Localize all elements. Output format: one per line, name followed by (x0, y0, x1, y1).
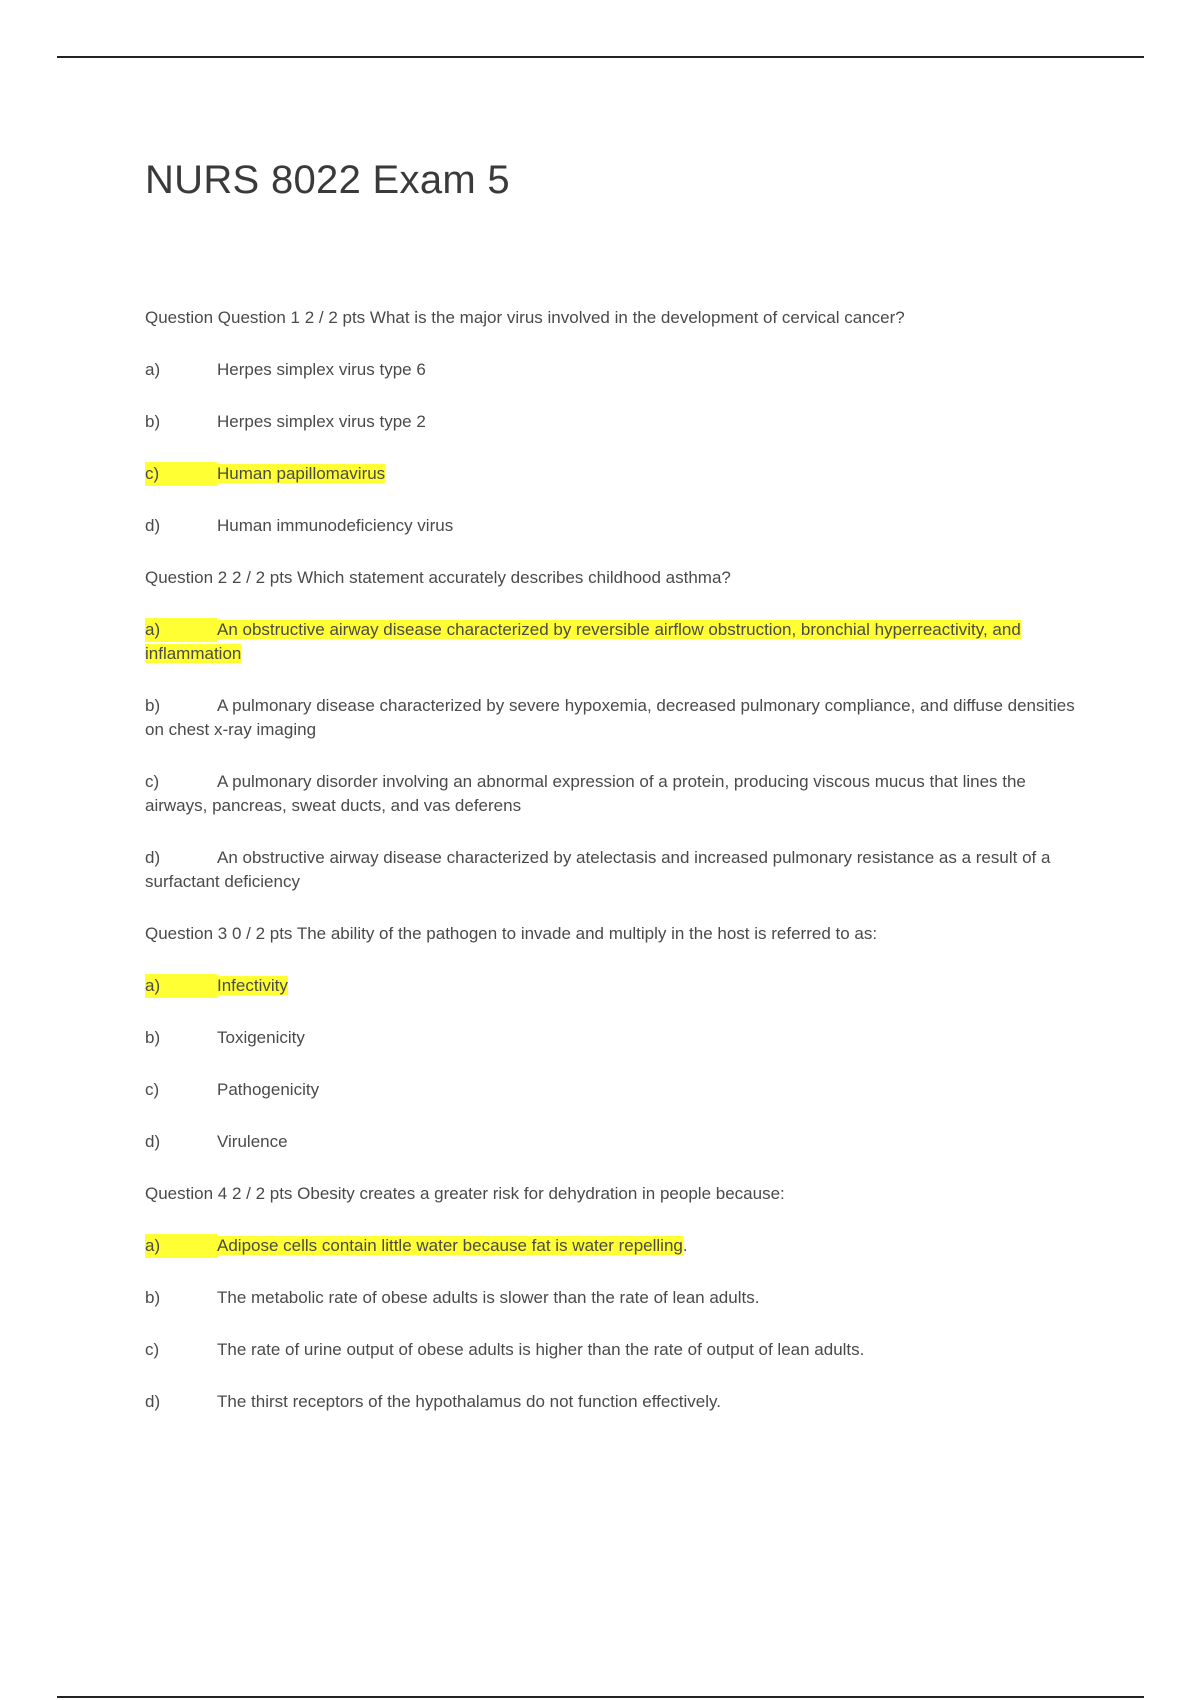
option-letter: a) (145, 974, 217, 998)
answer-option (145, 846, 1080, 894)
answer-option (145, 694, 1080, 742)
question-text: Question 4 2 / 2 pts Obesity creates a greater risk for dehydration in people because: (145, 1184, 785, 1203)
document-body (145, 306, 1080, 1442)
option-text: The rate of urine output of obese adults is higher than the rate of output of lean adults. (217, 1340, 865, 1359)
option-text: An obstructive airway disease characterized by atelectasis and increased pulmonary resistance as a result of a surfactant deficiency (145, 848, 1051, 891)
answer-option (145, 770, 1080, 818)
question-block-4 (145, 1182, 1080, 1414)
option-letter: c) (145, 462, 217, 486)
option-letter: d) (145, 1392, 161, 1411)
option-letter: a) (145, 1234, 217, 1258)
option-text: The thirst receptors of the hypothalamus do not function effectively. (217, 1392, 721, 1411)
answer-option (145, 1026, 1080, 1050)
option-letter: c) (145, 1080, 160, 1099)
top-rule (57, 56, 1144, 58)
option-text: Human immunodeficiency virus (217, 516, 454, 535)
option-text: A pulmonary disease characterized by severe hypoxemia, decreased pulmonary compliance, and diffuse densities on chest x-ray imaging (145, 696, 1075, 739)
option-text: Pathogenicity (217, 1080, 320, 1099)
option-letter: c) (145, 772, 160, 791)
answer-option (145, 410, 1080, 434)
option-text: An obstructive airway disease characterized by reversible airflow obstruction, bronchial hyperreactivity, and inflammation (145, 620, 1021, 663)
option-text: Herpes simplex virus type 2 (217, 412, 426, 431)
option-suffix: . (682, 1236, 688, 1255)
question-text: Question 2 2 / 2 pts Which statement accurately describes childhood asthma? (145, 568, 731, 587)
answer-option (145, 514, 1080, 538)
option-text: The metabolic rate of obese adults is slower than the rate of lean adults. (217, 1288, 760, 1307)
answer-option (145, 1130, 1080, 1154)
answer-option (145, 1390, 1080, 1414)
option-letter: a) (145, 618, 217, 642)
question-block-1 (145, 306, 1080, 538)
answer-option (145, 358, 1080, 382)
option-text: Adipose cells contain little water because fat is water repelling (217, 1236, 683, 1255)
option-letter: a) (145, 360, 161, 379)
answer-option (145, 1286, 1080, 1310)
question-text: Question Question 1 2 / 2 pts What is the major virus involved in the development of cervical cancer? (145, 308, 905, 327)
answer-option-highlighted (145, 462, 1080, 486)
option-letter: b) (145, 1028, 161, 1047)
option-text: Toxigenicity (217, 1028, 305, 1047)
option-letter: d) (145, 848, 161, 867)
question-block-2 (145, 566, 1080, 894)
question-text: Question 3 0 / 2 pts The ability of the pathogen to invade and multiply in the host is referred to as: (145, 924, 878, 943)
option-letter: b) (145, 412, 161, 431)
answer-option-highlighted (145, 974, 1080, 998)
option-text: A pulmonary disorder involving an abnormal expression of a protein, producing viscous mucus that lines the airways, pancreas, sweat ducts, and vas deferens (145, 772, 1026, 815)
document-title: NURS 8022 Exam 5 (145, 158, 510, 202)
option-text: Virulence (217, 1132, 288, 1151)
option-letter: b) (145, 696, 161, 715)
bottom-rule (57, 1696, 1144, 1698)
answer-option-highlighted (145, 618, 1080, 666)
option-letter: b) (145, 1288, 161, 1307)
option-text: Human papillomavirus (217, 464, 386, 483)
answer-option (145, 1078, 1080, 1102)
answer-option (145, 1338, 1080, 1362)
option-letter: d) (145, 1132, 161, 1151)
question-block-3 (145, 922, 1080, 1154)
option-letter: d) (145, 516, 161, 535)
option-text: Infectivity (217, 976, 288, 995)
option-letter: c) (145, 1340, 160, 1359)
option-text: Herpes simplex virus type 6 (217, 360, 426, 379)
answer-option-highlighted (145, 1234, 1080, 1258)
